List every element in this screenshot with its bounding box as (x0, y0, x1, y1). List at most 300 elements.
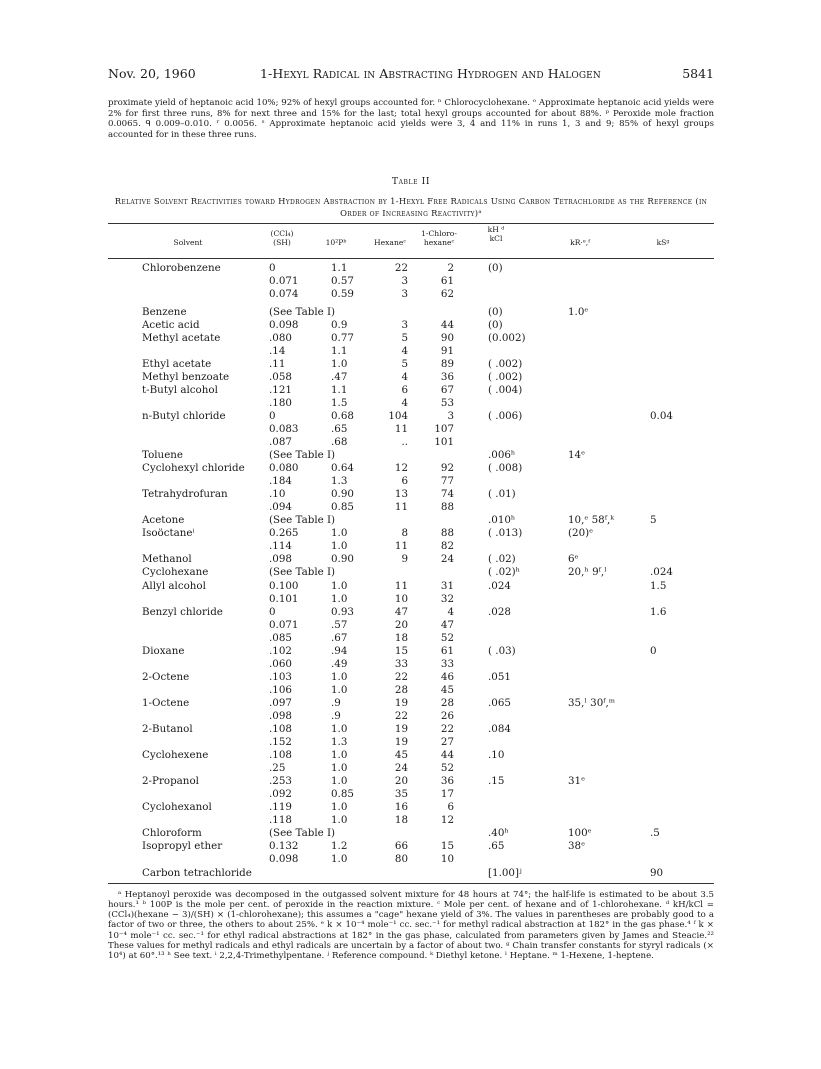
table-row (108, 749, 714, 762)
cell-p: 1.0 (331, 814, 348, 827)
cell-p: 0.90 (331, 553, 354, 566)
cell-solvent: Chloroform (142, 827, 202, 840)
cell-ratio: 0.265 (269, 527, 299, 540)
cell-chlorohexane: 24 (440, 553, 454, 566)
cell-solvent: 1-Octene (142, 696, 190, 709)
cell-kr: 1.0ᵉ (568, 305, 589, 318)
cell-p: 1.3 (331, 475, 348, 488)
cell-chlorohexane: 36 (440, 370, 454, 383)
table-row (108, 332, 714, 345)
cell-hexane: .. (401, 435, 408, 448)
table-row (108, 736, 714, 749)
table-row (108, 514, 714, 527)
cell-kr: 14ᵉ (568, 449, 586, 462)
cell-ratio: .097 (269, 696, 292, 709)
cell-kh-kcl: .051 (488, 670, 511, 683)
cell-hexane: 4 (401, 370, 408, 383)
cell-hexane: 20 (394, 775, 408, 788)
cell-chlorohexane: 17 (440, 788, 454, 801)
table-row (108, 697, 714, 710)
table-row (108, 345, 714, 358)
cell-ks: 0.04 (650, 409, 673, 422)
cell-p: 1.0 (331, 749, 348, 762)
cell-chlorohexane: 15 (440, 840, 454, 853)
cell-p: 1.0 (331, 762, 348, 775)
cell-chlorohexane: 36 (440, 775, 454, 788)
cell-ratio: .114 (269, 540, 292, 553)
table-header (108, 224, 714, 258)
table-row (108, 619, 714, 632)
cell-solvent: Tetrahydrofuran (142, 488, 228, 501)
cell-chlorohexane: 67 (440, 383, 454, 396)
cell-chlorohexane: 31 (440, 579, 454, 592)
cell-ks: 5 (650, 514, 657, 527)
table-row (108, 475, 714, 488)
cell-hexane: 9 (401, 553, 408, 566)
cell-chlorohexane: 26 (440, 709, 454, 722)
cell-hexane: 4 (401, 344, 408, 357)
cell-kh-kcl: ( .006) (488, 409, 523, 422)
cell-ratio: (See Table I) (269, 449, 336, 462)
cell-kh-kcl: [1.00]ʲ (488, 866, 522, 879)
cell-p: 0.68 (331, 409, 354, 422)
cell-p: .9 (331, 709, 341, 722)
cell-chlorohexane: 10 (440, 853, 454, 866)
cell-hexane: 11 (394, 501, 408, 514)
cell-hexane: 18 (394, 631, 408, 644)
cell-ratio: 0.071 (269, 275, 299, 288)
cell-chlorohexane: 52 (440, 762, 454, 775)
cell-kr: 38ᵉ (568, 840, 586, 853)
cell-chlorohexane: 88 (440, 501, 454, 514)
table-row (108, 288, 714, 301)
cell-p: 1.0 (331, 775, 348, 788)
cell-hexane: 11 (394, 422, 408, 435)
cell-kr: 31ᵉ (568, 775, 586, 788)
cell-hexane: 18 (394, 814, 408, 827)
cell-ratio: .180 (269, 396, 292, 409)
cell-ratio: 0.074 (269, 288, 299, 301)
cell-p: 0.85 (331, 788, 354, 801)
cell-ratio: 0.080 (269, 462, 299, 475)
cell-hexane: 15 (394, 644, 408, 657)
cell-chlorohexane: 61 (440, 275, 454, 288)
cell-ratio: .152 (269, 736, 292, 749)
cell-kh-kcl: (0) (488, 318, 503, 331)
cell-ratio: .103 (269, 670, 292, 683)
cell-p: 1.0 (331, 853, 348, 866)
cell-solvent: Ethyl acetate (142, 357, 212, 370)
cell-kh-kcl: ( .008) (488, 462, 523, 475)
cell-kh-kcl: (0) (488, 262, 503, 275)
table-row (108, 540, 714, 553)
cell-solvent: Cyclohexene (142, 749, 209, 762)
table-bottom-rule (108, 883, 714, 884)
cell-ks: .5 (650, 827, 660, 840)
cell-p: 0.59 (331, 288, 354, 301)
cell-hexane: 104 (388, 409, 408, 422)
cell-kh-kcl: ( .03) (488, 644, 516, 657)
cell-p: .67 (331, 631, 348, 644)
cell-hexane: 6 (401, 475, 408, 488)
cell-p: 1.0 (331, 579, 348, 592)
cell-solvent: Allyl alcohol (142, 579, 206, 592)
cell-ratio: .14 (269, 344, 286, 357)
cell-hexane: 5 (401, 357, 408, 370)
cell-chlorohexane: 22 (440, 723, 454, 736)
cell-kh-kcl: ( .004) (488, 383, 523, 396)
cell-chlorohexane: 88 (440, 527, 454, 540)
cell-chlorohexane: 44 (440, 318, 454, 331)
table-row (108, 840, 714, 853)
cell-p: 1.0 (331, 357, 348, 370)
cell-ks: 1.5 (650, 579, 667, 592)
table-row (108, 488, 714, 501)
cell-chlorohexane: 61 (440, 644, 454, 657)
table-row (108, 319, 714, 332)
cell-kh-kcl: ( .02)ʰ (488, 566, 521, 579)
cell-p: .9 (331, 696, 341, 709)
cell-chlorohexane: 44 (440, 749, 454, 762)
cell-kh-kcl: .010ʰ (488, 514, 516, 527)
cell-ratio: (See Table I) (269, 827, 336, 840)
cell-hexane: 16 (394, 801, 408, 814)
cell-hexane: 47 (394, 605, 408, 618)
cell-p: 1.0 (331, 540, 348, 553)
cell-p: 1.0 (331, 527, 348, 540)
cell-chlorohexane: 12 (440, 814, 454, 827)
cell-ratio: (See Table I) (269, 305, 336, 318)
cell-hexane: 22 (394, 262, 408, 275)
cell-p: 0.64 (331, 462, 354, 475)
header-ks: kSᵍ (656, 238, 670, 248)
table-row (108, 762, 714, 775)
cell-solvent: Acetic acid (142, 318, 200, 331)
cell-chlorohexane: 28 (440, 696, 454, 709)
table-header-rule (108, 258, 714, 259)
cell-chlorohexane: 46 (440, 670, 454, 683)
cell-ratio: .102 (269, 644, 292, 657)
page-number: 5841 (682, 66, 714, 81)
cell-kh-kcl: ( .013) (488, 527, 523, 540)
cell-kr: 6ᵉ (568, 553, 579, 566)
cell-chlorohexane: 33 (440, 657, 454, 670)
journal-page (108, 66, 714, 962)
cell-p: 1.0 (331, 683, 348, 696)
cell-solvent: Benzene (142, 305, 187, 318)
cell-solvent: Carbon tetrachloride (142, 866, 252, 879)
cell-hexane: 10 (394, 592, 408, 605)
cell-chlorohexane: 52 (440, 631, 454, 644)
table-footnotes (108, 890, 714, 962)
cell-hexane: 45 (394, 749, 408, 762)
table-caption: Relative Solvent Reactivities toward Hydrogen Abstraction by 1-Hexyl Free Radicals Using Carbon Tetrachloride as the Reference (in Order of Increasing Reactivity)ᵃ (114, 196, 708, 218)
cell-ratio: 0 (269, 605, 276, 618)
cell-p: 1.1 (331, 344, 348, 357)
cell-hexane: 20 (394, 618, 408, 631)
cell-chlorohexane: 32 (440, 592, 454, 605)
cell-ratio: 0.083 (269, 422, 299, 435)
cell-kr: 35,ˡ 30ᶠ,ᵐ (568, 696, 616, 709)
footnotes-text: ᵃ Heptanoyl peroxide was decomposed in the outgassed solvent mixture for 48 hours at 74°; the half-life is estimated to be about 3.5 hours.¹ ᵇ 100P is the mole per cent. of peroxide in the reaction mixture. ᶜ Mole per cent. of hexane and of 1-chlorohexane. ᵈ kH/kCl = (CCl₄)(hexane − 3)/(SH) × (1-chlorohexane); this assumes a "cage" hexane yield of 3%. The values in parentheses are probably good to a factor of two or three, the others to about 25%. ᵉ k × 10⁻⁴ mole⁻¹ cc. sec.⁻¹ for methyl radical abstraction at 182° in the gas phase.⁴ ᶠ k × 10⁻⁴ mole⁻¹ cc. sec.⁻¹ for ethyl radical abstractions at 182° in the gas phase, calculated from parameters given by James and Steacie.²² These values for methyl radicals and ethyl radicals are uncertain by a factor of about two. ᵍ Chain transfer constants for styryl radicals (× 10⁴) at 60°.¹³ ʰ See text. ⁱ 2,2,4-Trimethylpentane. ʲ Reference compound. ᵏ Diethyl ketone. ˡ Heptane. ᵐ 1-Hexene, 1-heptene. (108, 889, 714, 962)
cell-chlorohexane: 74 (440, 488, 454, 501)
cell-solvent: Cyclohexyl chloride (142, 462, 245, 475)
table-row (108, 632, 714, 645)
cell-solvent: 2-Propanol (142, 775, 199, 788)
cell-ratio: .098 (269, 553, 292, 566)
cell-solvent: Methyl acetate (142, 331, 221, 344)
cell-kh-kcl: .084 (488, 723, 511, 736)
cell-p: 0.90 (331, 488, 354, 501)
table-row (108, 275, 714, 288)
cell-kh-kcl: .028 (488, 605, 511, 618)
cell-hexane: 13 (394, 488, 408, 501)
cell-solvent: Methyl benzoate (142, 370, 230, 383)
cell-chlorohexane: 47 (440, 618, 454, 631)
cell-solvent: Benzyl chloride (142, 605, 223, 618)
cell-p: .49 (331, 657, 348, 670)
cell-ratio: 0.101 (269, 592, 299, 605)
cell-kr: 10,ᵉ 58ᶠ,ᵏ (568, 514, 615, 527)
cell-kh-kcl: .15 (488, 775, 505, 788)
cell-hexane: 8 (401, 527, 408, 540)
cell-ratio: .058 (269, 370, 292, 383)
cell-solvent: Acetone (142, 514, 185, 527)
cell-ratio: 0.100 (269, 579, 299, 592)
cell-hexane: 22 (394, 709, 408, 722)
cell-hexane: 24 (394, 762, 408, 775)
cell-hexane: 12 (394, 462, 408, 475)
cell-ratio: .253 (269, 775, 292, 788)
cell-chlorohexane: 53 (440, 396, 454, 409)
table-row (108, 814, 714, 827)
cell-chlorohexane: 27 (440, 736, 454, 749)
table-label: Table II (391, 176, 431, 188)
cell-kh-kcl: (0) (488, 305, 503, 318)
cell-ratio: .121 (269, 383, 292, 396)
cell-p: 1.0 (331, 801, 348, 814)
cell-solvent: Chlorobenzene (142, 262, 221, 275)
cell-chlorohexane: 45 (440, 683, 454, 696)
cell-kh-kcl: ( .002) (488, 357, 523, 370)
cell-chlorohexane: 91 (440, 344, 454, 357)
cell-p: 0.57 (331, 275, 354, 288)
cell-chlorohexane: 2 (447, 262, 454, 275)
header-hexane: Hexaneᶜ (374, 238, 406, 248)
cell-ratio: .060 (269, 657, 292, 670)
cell-p: .47 (331, 370, 348, 383)
cell-kr: 100ᵉ (568, 827, 592, 840)
cell-chlorohexane: 3 (447, 409, 454, 422)
table-row (108, 606, 714, 619)
table-row (108, 449, 714, 462)
table-row (108, 262, 714, 275)
cell-ratio: .080 (269, 331, 292, 344)
cell-kh-kcl: ( .01) (488, 488, 516, 501)
issue-date: Nov. 20, 1960 (108, 66, 196, 81)
table-row (108, 867, 714, 880)
cell-chlorohexane: 77 (440, 475, 454, 488)
table-row (108, 645, 714, 658)
cell-ratio: 0 (269, 262, 276, 275)
cell-hexane: 3 (401, 288, 408, 301)
table-row (108, 371, 714, 384)
running-title: 1-Hexyl Radical in Abstracting Hydrogen and Halogen (260, 66, 601, 81)
cell-ratio: .098 (269, 709, 292, 722)
cell-hexane: 28 (394, 683, 408, 696)
table-row (108, 710, 714, 723)
table-body (108, 262, 714, 879)
cell-hexane: 5 (401, 331, 408, 344)
table-row (108, 658, 714, 671)
table-row (108, 827, 714, 840)
cell-chlorohexane: 89 (440, 357, 454, 370)
cell-solvent: Methanol (142, 553, 192, 566)
table-row (108, 580, 714, 593)
cell-p: 1.3 (331, 736, 348, 749)
cell-hexane: 6 (401, 383, 408, 396)
cell-solvent: t-Butyl alcohol (142, 383, 218, 396)
cell-p: 1.0 (331, 723, 348, 736)
cell-kh-kcl: .40ʰ (488, 827, 509, 840)
cell-chlorohexane: 101 (434, 435, 454, 448)
cell-hexane: 19 (394, 736, 408, 749)
cell-ratio: .094 (269, 501, 292, 514)
cell-ks: 1.6 (650, 605, 667, 618)
cell-p: 1.1 (331, 383, 348, 396)
table-row (108, 553, 714, 566)
table-row (108, 723, 714, 736)
cell-chlorohexane: 107 (434, 422, 454, 435)
cell-hexane: 66 (394, 840, 408, 853)
cell-ratio: 0.132 (269, 840, 299, 853)
table-row (108, 788, 714, 801)
cell-ks: 0 (650, 644, 657, 657)
cell-hexane: 4 (401, 396, 408, 409)
header-kr: kR·ᵉ,ᶠ (570, 238, 590, 248)
continued-footnotes: proximate yield of heptanoic acid 10%; 92% of hexyl groups accounted for. ⁿ Chlorocyclohexane. ᵒ Approximate heptanoic acid yields were 2% for first three runs, 8% for next three and 15% for the last; total hexyl groups accounted for about 88%. ᵖ Peroxide mole fraction 0.0065. ᑫ 0.009–0.010. ʳ 0.0056. ˢ Approximate heptanoic acid yields were 3, 4 and 11% in runs 1, 3 and 9; 85% of hexyl groups accounted for in these three runs. (108, 98, 714, 140)
cell-ratio: 0.098 (269, 318, 299, 331)
cell-kh-kcl: .024 (488, 579, 511, 592)
cell-p: .94 (331, 644, 348, 657)
cell-p: .65 (331, 422, 348, 435)
cell-kh-kcl: .006ʰ (488, 449, 516, 462)
table-row (108, 566, 714, 579)
header-chlorohexane: 1-Chloro- hexaneᶜ (421, 229, 457, 247)
cell-ratio: 0.098 (269, 853, 299, 866)
table-row (108, 358, 714, 371)
cell-ratio: .087 (269, 435, 292, 448)
header-kh-kcl: kH ᵈ kCl (487, 225, 505, 243)
table-row (108, 462, 714, 475)
cell-chlorohexane: 4 (447, 605, 454, 618)
cell-kh-kcl: .65 (488, 840, 505, 853)
table-row (108, 423, 714, 436)
cell-ratio: .10 (269, 488, 286, 501)
table-row (108, 527, 714, 540)
cell-hexane: 33 (394, 657, 408, 670)
table-row (108, 436, 714, 449)
cell-ratio: .118 (269, 814, 292, 827)
cell-ratio: (See Table I) (269, 514, 336, 527)
cell-hexane: 3 (401, 275, 408, 288)
table-row (108, 410, 714, 423)
cell-p: 1.0 (331, 592, 348, 605)
table-row (108, 775, 714, 788)
cell-solvent: Cyclohexane (142, 566, 209, 579)
cell-hexane: 80 (394, 853, 408, 866)
table-row (108, 501, 714, 514)
cell-solvent: Dioxane (142, 644, 185, 657)
cell-kh-kcl: ( .002) (488, 370, 523, 383)
cell-kr: (20)ᵉ (568, 527, 594, 540)
cell-p: 1.0 (331, 670, 348, 683)
cell-kh-kcl: .065 (488, 696, 511, 709)
cell-solvent: n-Butyl chloride (142, 409, 226, 422)
cell-solvent: Isoöctaneⁱ (142, 527, 195, 540)
cell-ratio: .119 (269, 801, 292, 814)
cell-ratio: .085 (269, 631, 292, 644)
cell-ks: 90 (650, 866, 664, 879)
cell-hexane: 19 (394, 723, 408, 736)
cell-p: 0.9 (331, 318, 348, 331)
cell-hexane: 11 (394, 579, 408, 592)
cell-p: 0.93 (331, 605, 354, 618)
header-p: 10²Pᵇ (325, 238, 347, 248)
table-row (108, 306, 714, 319)
table-row (108, 593, 714, 606)
cell-solvent: 2-Octene (142, 670, 190, 683)
cell-chlorohexane: 6 (447, 801, 454, 814)
table-row (108, 384, 714, 397)
cell-hexane: 11 (394, 540, 408, 553)
cell-solvent: Toluene (142, 449, 184, 462)
cell-p: 1.5 (331, 396, 348, 409)
table-row (108, 397, 714, 410)
cell-p: .68 (331, 435, 348, 448)
running-head (108, 66, 714, 84)
cell-ratio: (See Table I) (269, 566, 336, 579)
header-solvent: Solvent (173, 238, 203, 248)
cell-chlorohexane: 62 (440, 288, 454, 301)
table-row (108, 801, 714, 814)
cell-chlorohexane: 82 (440, 540, 454, 553)
cell-ratio: .106 (269, 683, 292, 696)
cell-hexane: 19 (394, 696, 408, 709)
cell-hexane: 35 (394, 788, 408, 801)
cell-kh-kcl: (0.002) (488, 331, 526, 344)
table-row (108, 684, 714, 697)
cell-p: 1.1 (331, 262, 348, 275)
cell-ratio: .108 (269, 723, 292, 736)
cell-chlorohexane: 90 (440, 331, 454, 344)
cell-ks: .024 (650, 566, 673, 579)
cell-ratio: 0 (269, 409, 276, 422)
cell-solvent: Cyclohexanol (142, 801, 212, 814)
table-row (108, 671, 714, 684)
cell-p: 0.77 (331, 331, 354, 344)
cell-ratio: .092 (269, 788, 292, 801)
cell-chlorohexane: 92 (440, 462, 454, 475)
cell-p: 1.2 (331, 840, 348, 853)
cell-kr: 20,ʰ 9ᶠ,ˡ (568, 566, 607, 579)
cell-p: 0.85 (331, 501, 354, 514)
cell-ratio: .184 (269, 475, 292, 488)
cell-ratio: .108 (269, 749, 292, 762)
cell-hexane: 3 (401, 318, 408, 331)
cell-ratio: 0.071 (269, 618, 299, 631)
cell-ratio: .11 (269, 357, 286, 370)
